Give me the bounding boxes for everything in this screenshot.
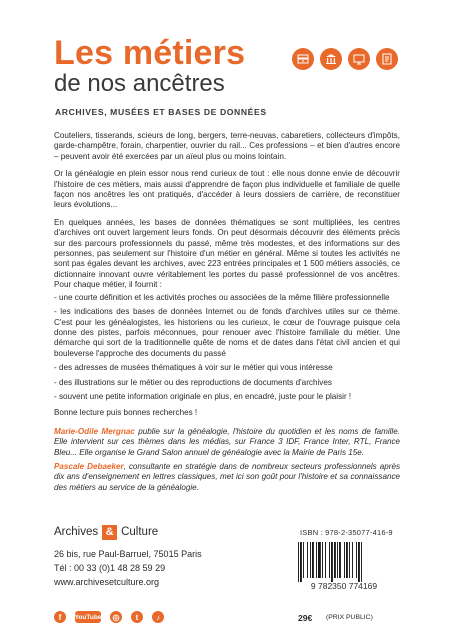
document-icon xyxy=(376,48,398,70)
barcode-bar xyxy=(303,542,304,578)
database-icon xyxy=(348,48,370,70)
publisher-block xyxy=(54,524,202,588)
book-title-line2: de nos ancêtres xyxy=(54,70,225,97)
publisher-name-right: Culture xyxy=(121,526,159,538)
author2-bio xyxy=(54,462,400,493)
book-subtitle: ARCHIVES, MUSÉES ET BASES DE DONNÉES xyxy=(55,107,267,117)
barcode-bar xyxy=(322,542,323,578)
barcode-bar xyxy=(344,542,345,578)
barcode-digits: 9 782350 774169 xyxy=(310,581,378,590)
list-item-museums: - des adresses de musées thématiques à voir sur le métier qui vous intéresse xyxy=(54,363,333,373)
instagram-icon: ◎ xyxy=(110,611,122,623)
barcode xyxy=(292,540,396,590)
barcode-bar xyxy=(310,542,311,578)
author2-name: Pascale Debaeker xyxy=(54,461,124,471)
publisher-name-left: Archives xyxy=(54,526,99,538)
author1-name: Marie-Odile Mergnac xyxy=(54,426,135,436)
barcode-bar xyxy=(339,542,341,578)
barcode-bar xyxy=(349,542,350,578)
price-note: (PRIX PUBLIC) xyxy=(326,614,373,621)
author1-bio xyxy=(54,427,400,458)
barcode-bar xyxy=(352,542,353,578)
publisher-phone: Tél : 00 33 (0)1 48 28 59 29 xyxy=(54,563,166,573)
tiktok-icon: ♪ xyxy=(152,611,164,623)
social-links xyxy=(54,611,164,623)
publisher-ampersand: & xyxy=(102,525,117,540)
book-title: Les métiers xyxy=(54,34,246,72)
barcode-bar xyxy=(331,542,333,582)
barcode-bar xyxy=(300,542,302,582)
barcode-bar xyxy=(298,542,299,582)
youtube-icon: YouTube xyxy=(75,611,101,623)
barcode-bar xyxy=(312,542,314,578)
twitter-icon: t xyxy=(131,611,143,623)
barcode-bar xyxy=(358,542,360,582)
barcode-bar xyxy=(307,542,308,578)
author2-text: , consultante en stratégie dans de nombreux secteurs professionnels après dix ans d'enseignement en lettres classiques, met ici son goût pour l'histoire et sa connaissance des métiers au service de la généalogie. xyxy=(54,461,400,492)
list-item-info: - souvent une petite information originale en plus, en encadré, juste pour le plaisir ! xyxy=(54,391,352,401)
barcode-bar xyxy=(356,542,357,578)
list-item-databases: - les indications des bases de données Internet ou de fonds d'archives utiles sur ce thème. C'est pour les généalogistes, les historiens ou les curieux, le cœur de l'ouvrage puisque cela donne des pistes, parfois méconnues, pour renouer avec l'histoire familiale du métier. Une démarche qui sort de la traditionnelle quête de noms et de dates dans l'état civil ancien et qui bouleverse l'approche des documents du passé xyxy=(54,307,400,358)
publisher-website: www.archivesetculture.org xyxy=(54,577,160,587)
barcode-bar xyxy=(329,542,330,578)
barcode-bar xyxy=(325,542,326,578)
barcode-bar xyxy=(334,542,336,578)
museum-icon xyxy=(320,48,342,70)
barcode-bar xyxy=(318,542,321,578)
barcode-bar xyxy=(346,542,348,578)
databases-paragraph: En quelques années, les bases de données thématiques se sont multipliées, les centres d'archives ont ouvert largement leurs fonds. On peut désormais découvrir des éléments précis sur des parcours professionnels du passé, même très modestes, et des informations sur des personnes, pas seulement sur l'histoire d'un métier en général. Même si toutes les activités ne sont pas égales devant les archives, avec 223 entrées principales et 1 500 métiers associés, ce dictionnaire innovant ouvre véritablement les portes du passé professionnel de vos ancêtres. Pour chaque métier, il fournit : xyxy=(54,217,400,290)
barcode-bar xyxy=(316,542,317,578)
list-item-definition: - une courte définition et les activités proches ou associées de la même filière professionnelle xyxy=(54,292,390,302)
price: 29€ xyxy=(298,613,313,623)
back-cover-text xyxy=(54,131,400,497)
facebook-icon: f xyxy=(54,611,66,623)
author-bios xyxy=(54,427,400,493)
isbn: ISBN : 978-2-35077-416-9 xyxy=(300,528,393,537)
barcode-bar xyxy=(337,542,338,578)
closing-line: Bonne lecture puis bonnes recherches ! xyxy=(54,408,198,418)
theme-icons xyxy=(292,48,398,70)
list-item-illustrations: - des illustrations sur le métier ou des reproductions de documents d'archives xyxy=(54,377,332,387)
barcode-bar xyxy=(361,542,362,582)
genealogy-paragraph: Or la généalogie en plein essor nous rend curieux de tout : elle nous donne envie de découvrir l'histoire de ces métiers, mais aussi d'apprendre de façon plus individuelle et familiale de quelle façon nos ancêtres les ont pratiqués, d'accéder à leurs dossiers de carrière, de reconstituer leurs évolutions... xyxy=(54,169,400,210)
intro-paragraph: Couteliers, tisserands, scieurs de long, bergers, terre-neuvas, cabaretiers, collecteurs d'impôts, garde-champêtre, forain, charpentier, ouvrier du rail... Ces professions – et bien d'autres encore – peuvent avoir été exercées par un aïeul plus ou moins lointain. xyxy=(54,131,400,161)
archives-icon xyxy=(292,48,314,70)
publisher-logo xyxy=(54,524,202,540)
publisher-address: 26 bis, rue Paul-Barruel, 75015 Paris xyxy=(54,549,202,559)
author1-text: publie sur la généalogie, l'histoire du quotidien et les noms de famille. Elle intervient sur ces thèmes dans les médias, sur France 3 IDF, France Inter, RTL, France Bleu... Elle organise le Grand Salon annuel de généalogie avec la Mairie de Paris 15e. xyxy=(54,426,400,457)
